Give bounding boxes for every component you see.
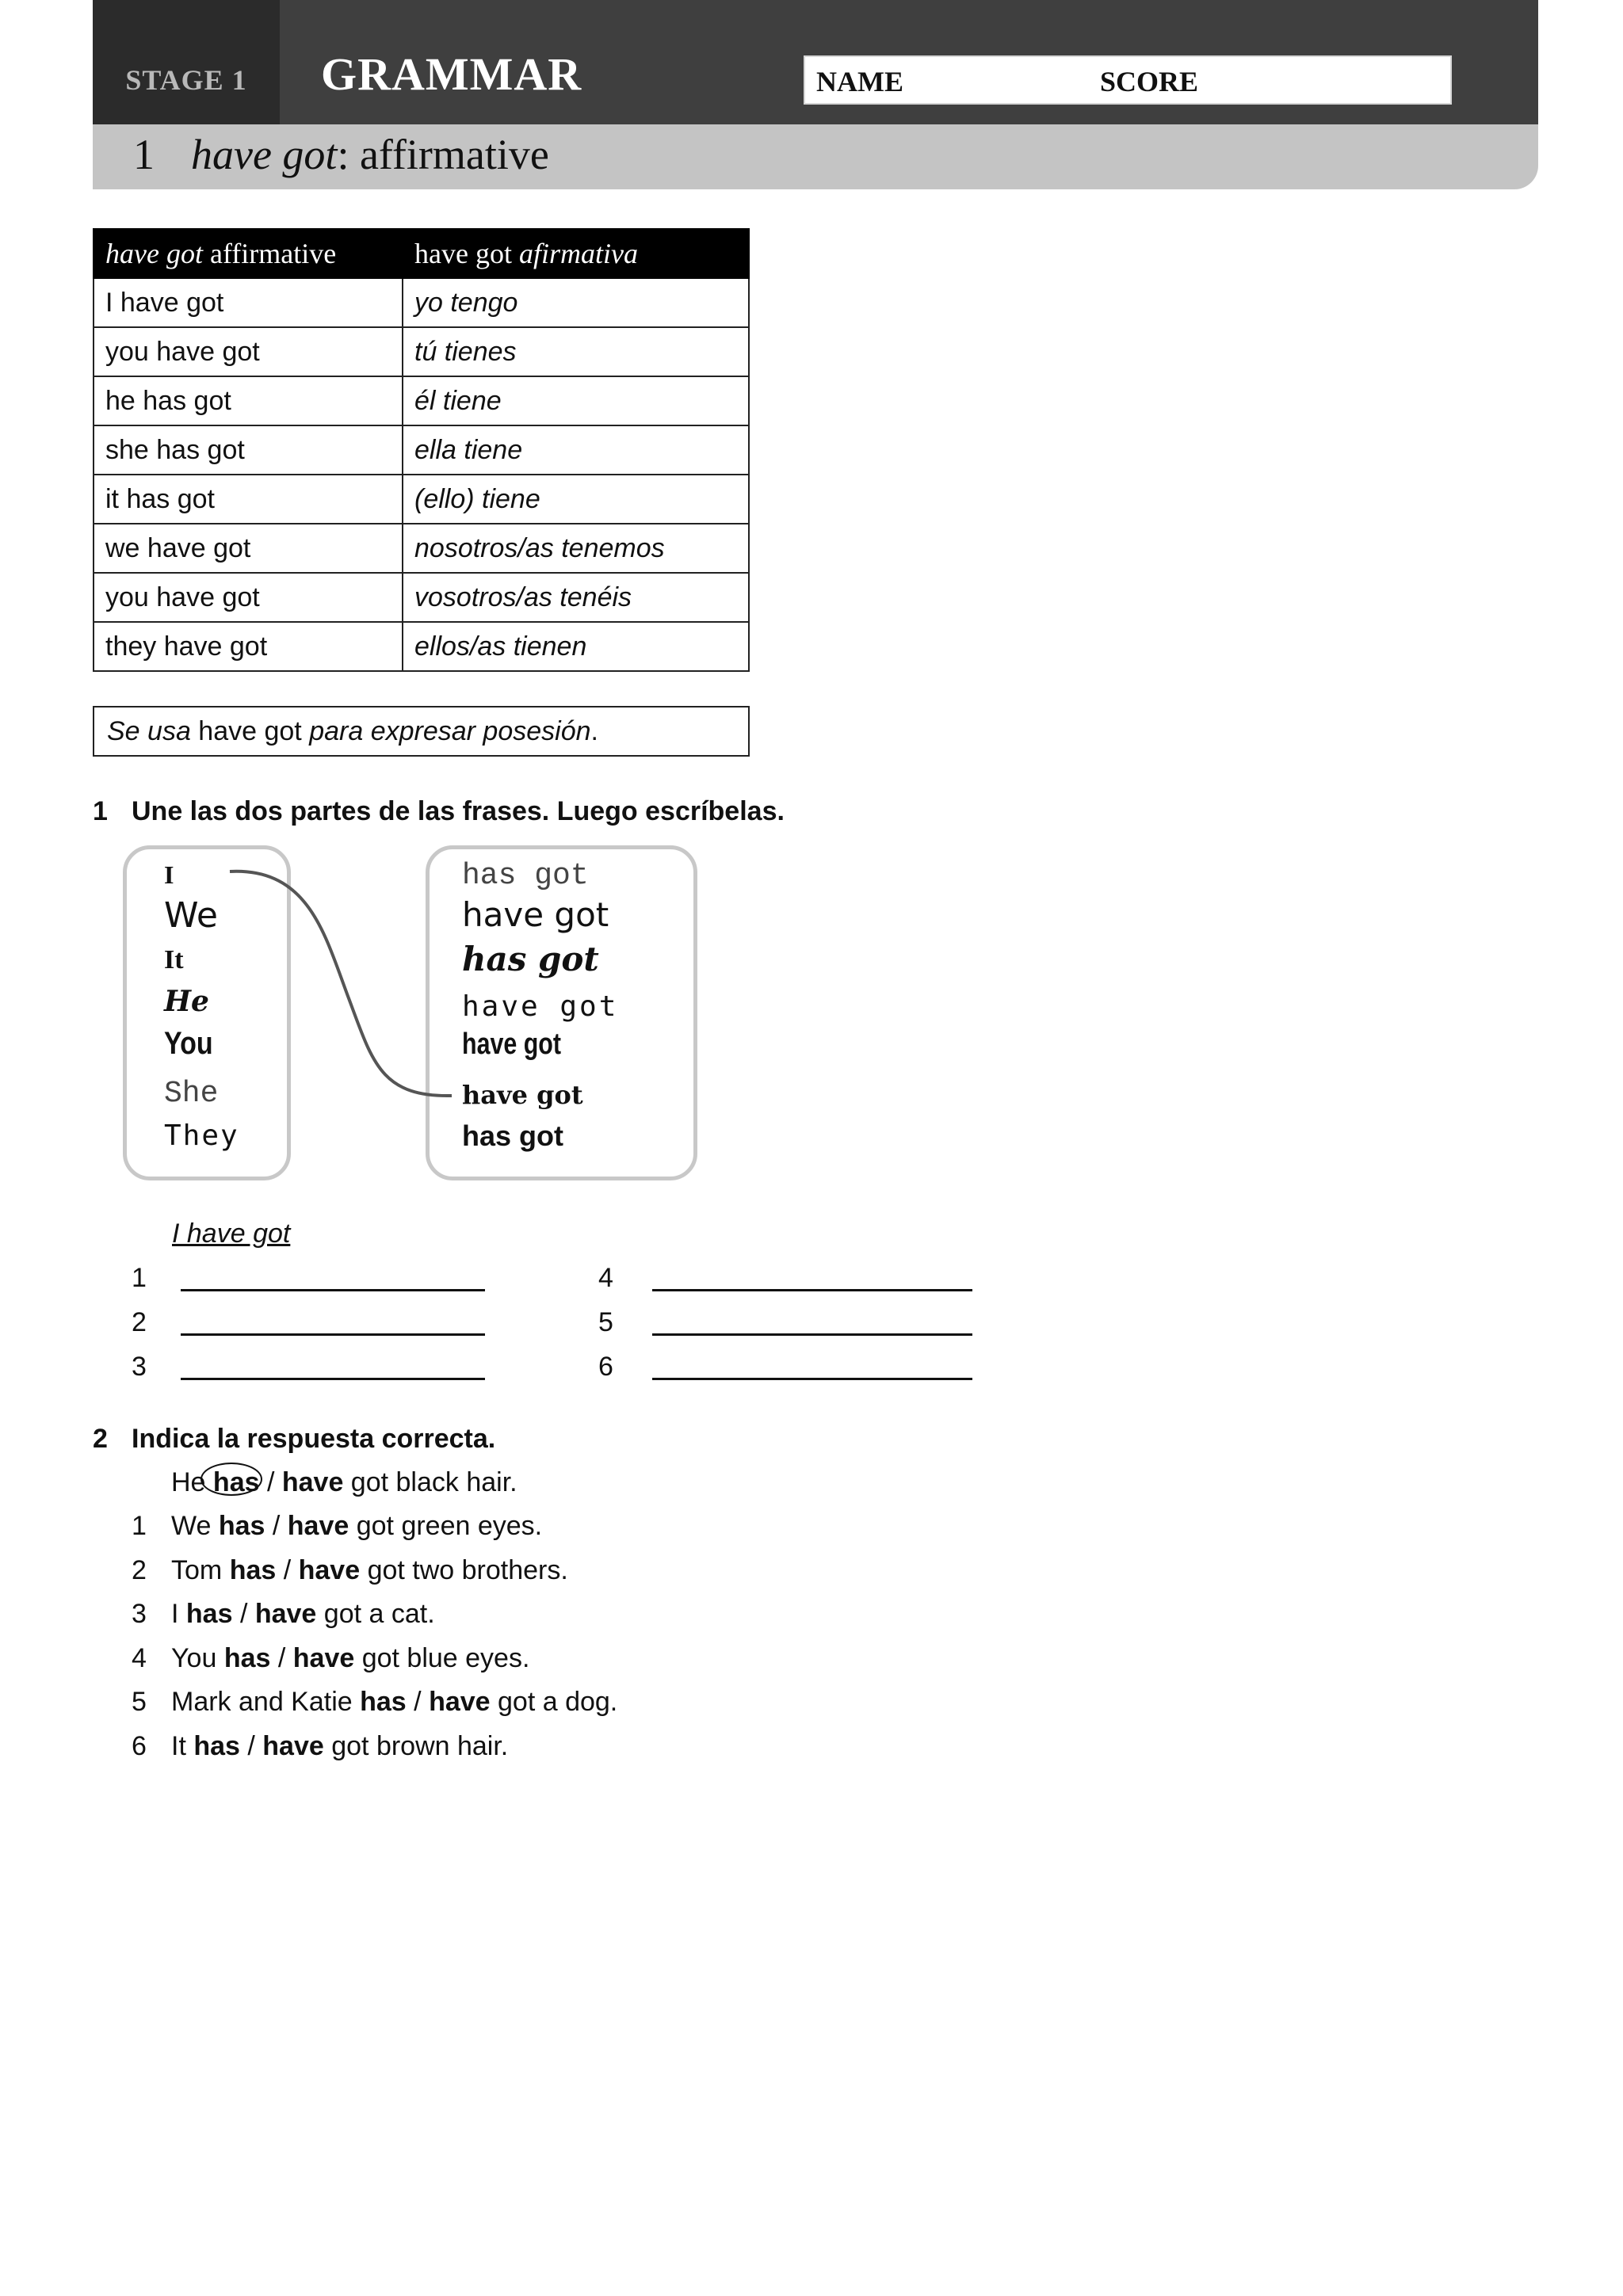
choice-sentence xyxy=(171,1731,508,1762)
item-number: 4 xyxy=(132,1642,147,1673)
separator: / xyxy=(232,1599,255,1629)
answer-line[interactable] xyxy=(652,1289,972,1291)
choice-sentence xyxy=(171,1643,529,1674)
option-has[interactable]: has xyxy=(223,1642,271,1673)
item-number: 2 xyxy=(132,1554,147,1585)
table-cell-english: it has got xyxy=(94,475,403,524)
name-label: NAME xyxy=(816,66,903,97)
option-has[interactable]: has xyxy=(360,1687,407,1717)
sentence-text: got blue eyes. xyxy=(354,1642,530,1673)
write-line-number: 2 xyxy=(132,1307,147,1337)
sentence-text: got a dog. xyxy=(490,1687,618,1717)
choice-sentence xyxy=(171,1555,568,1586)
separator: / xyxy=(276,1554,299,1585)
separator: / xyxy=(270,1642,293,1673)
table-cell-spanish: vosotros/as tenéis xyxy=(403,573,749,622)
sentence-text: We xyxy=(171,1511,219,1541)
table-cell-english: we have got xyxy=(94,524,403,573)
exercise-2-number: 2 xyxy=(93,1424,108,1454)
verb-phrase[interactable]: have got xyxy=(462,895,609,934)
verb-phrase[interactable]: have got xyxy=(462,990,619,1023)
option-have[interactable]: have xyxy=(281,1467,344,1497)
table-cell-english: you have got xyxy=(94,573,403,622)
example-answer: I have got xyxy=(172,1219,291,1249)
option-has[interactable]: has xyxy=(212,1467,260,1497)
sentence-text: got a cat. xyxy=(316,1599,435,1629)
table-header-spanish: have got afirmativa xyxy=(403,229,749,278)
exercise-1-number: 1 xyxy=(93,796,108,826)
option-have[interactable]: have xyxy=(298,1554,361,1585)
option-have[interactable]: have xyxy=(292,1642,355,1673)
score-label: SCORE xyxy=(1100,66,1199,97)
option-has[interactable]: has xyxy=(193,1730,240,1761)
option-has[interactable]: has xyxy=(218,1511,265,1541)
sentence-text: It xyxy=(171,1730,194,1761)
table-cell-english: she has got xyxy=(94,425,403,475)
sentence-text: got green eyes. xyxy=(349,1511,543,1541)
write-line-number: 5 xyxy=(598,1307,613,1337)
table-cell-spanish: ellos/as tienen xyxy=(403,622,749,671)
usage-note: Se usa have got para expresar posesión. xyxy=(93,706,750,757)
sentence-text: I xyxy=(171,1599,186,1629)
item-number: 1 xyxy=(132,1511,147,1541)
write-line-number: 1 xyxy=(132,1263,147,1293)
option-have[interactable]: have xyxy=(262,1730,324,1761)
item-number: 6 xyxy=(132,1730,147,1761)
table-cell-spanish: nosotros/as tenemos xyxy=(403,524,749,573)
item-number: 3 xyxy=(132,1599,147,1629)
answer-line[interactable] xyxy=(181,1333,485,1336)
subject-word[interactable]: We xyxy=(164,895,218,936)
option-have[interactable]: have xyxy=(287,1511,349,1541)
option-have[interactable]: have xyxy=(429,1687,491,1717)
table-cell-spanish: él tiene xyxy=(403,376,749,425)
separator: / xyxy=(239,1730,263,1761)
verb-phrase[interactable]: has got xyxy=(462,940,599,978)
verb-phrase[interactable]: have got xyxy=(462,1080,583,1110)
section-number: 1 xyxy=(133,131,155,178)
sentence-text: You xyxy=(171,1642,224,1673)
table-cell-english: they have got xyxy=(94,622,403,671)
example-sentence: He has / have got black hair. xyxy=(171,1467,517,1497)
separator: / xyxy=(265,1511,288,1541)
subject-word[interactable]: I xyxy=(164,860,174,889)
sentence-text: got two brothers. xyxy=(360,1554,568,1585)
answer-line[interactable] xyxy=(181,1378,485,1380)
page-title: GRAMMAR xyxy=(321,48,582,100)
answer-line[interactable] xyxy=(652,1378,972,1380)
separator: / xyxy=(406,1687,430,1717)
subject-word[interactable]: You xyxy=(164,1026,213,1061)
option-has[interactable]: has xyxy=(229,1554,277,1585)
subject-word[interactable]: He xyxy=(164,985,209,1018)
choice-sentence xyxy=(171,1511,542,1542)
answer-line[interactable] xyxy=(181,1289,485,1291)
table-header-english: have got affirmative xyxy=(94,229,403,278)
choice-sentence xyxy=(171,1599,435,1630)
item-number: 5 xyxy=(132,1687,147,1717)
sentence-text: Mark and Katie xyxy=(171,1687,361,1717)
choice-sentence xyxy=(171,1687,617,1718)
verb-phrase[interactable]: has got xyxy=(462,859,589,893)
section-title-italic: have got xyxy=(191,131,338,178)
verb-phrase[interactable]: have got xyxy=(462,1028,561,1061)
option-have[interactable]: have xyxy=(254,1599,317,1629)
answer-line[interactable] xyxy=(652,1333,972,1336)
table-cell-english: he has got xyxy=(94,376,403,425)
table-cell-spanish: tú tienes xyxy=(403,327,749,376)
sentence-text: got brown hair. xyxy=(323,1730,509,1761)
exercise-2-instruction: Indica la respuesta correcta. xyxy=(132,1424,496,1454)
example-answer-circle xyxy=(200,1463,262,1496)
table-cell-spanish: yo tengo xyxy=(403,278,749,327)
option-has[interactable]: has xyxy=(185,1599,233,1629)
write-line-number: 4 xyxy=(598,1263,613,1293)
table-cell-spanish: (ello) tiene xyxy=(403,475,749,524)
subject-word[interactable]: She xyxy=(164,1077,219,1111)
exercise-1-instruction: Une las dos partes de las frases. Luego escríbelas. xyxy=(132,796,785,826)
table-cell-english: I have got xyxy=(94,278,403,327)
write-line-number: 6 xyxy=(598,1352,613,1382)
stage-label: STAGE 1 xyxy=(125,64,247,96)
write-line-number: 3 xyxy=(132,1352,147,1382)
subject-word[interactable]: They xyxy=(164,1119,239,1152)
verb-phrase[interactable]: has got xyxy=(462,1119,564,1152)
sentence-text: Tom xyxy=(171,1554,230,1585)
table-cell-english: you have got xyxy=(94,327,403,376)
section-title-rest: : affirmative xyxy=(337,131,549,178)
table-cell-spanish: ella tiene xyxy=(403,425,749,475)
subject-word[interactable]: It xyxy=(164,945,184,974)
